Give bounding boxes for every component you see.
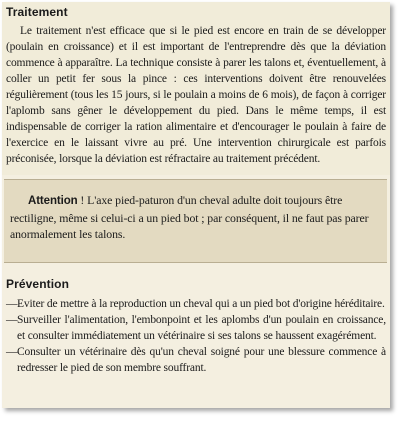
prevention-item-text: Consulter un vétérinaire dès qu'un cheval soigné pour une blessure commence à redresser le pied de son membre souffrant. xyxy=(17,346,386,374)
traitement-paragraph: Le traitement n'est efficace que si le pied est encore en train de se développer (poulain en croissance) et il est important de l'entreprendre dès que la déviation commence à apparaître. La technique consiste à parer les talons et, éventuellement, à coller un petit fer sous la pince : ces interventions doivent être renouvelées régulièrement (tous les 15 jours, si le poulain a moins de 6 mois), de façon à corriger l'aplomb sans gêner le développement du pied. Dans le même temps, il est indispensable de corriger la ration alimentaire et d'encourager le poulain à faire de l'exercice en le laissant vivre au pré. Une intervention chirurgicale est parfois préconisée, lorsque la déviation est réfractaire au traitement précédent. xyxy=(6,25,386,165)
traitement-section xyxy=(2,2,390,175)
dash-bullet: — xyxy=(6,298,18,310)
prevention-item-text: Eviter de mettre à la reproduction un cheval qui a un pied bot d'origine héréditaire. xyxy=(17,298,385,310)
prevention-title: Prévention xyxy=(6,277,70,291)
attention-box xyxy=(4,179,387,263)
prevention-item-1 xyxy=(6,296,386,312)
prevention-list xyxy=(6,296,386,376)
attention-label: Attention xyxy=(28,195,78,207)
dash-bullet: — xyxy=(6,346,18,358)
prevention-section xyxy=(2,277,390,408)
attention-text: ! L'axe pied-paturon d'un cheval adulte doit toujours être rectiligne, même si celui-ci a un pied bot ; par conséquent, il ne faut pas parer anormalement les talons. xyxy=(10,193,369,241)
document-page xyxy=(2,2,390,408)
prevention-item-2 xyxy=(6,312,386,344)
attention-paragraph xyxy=(10,192,378,243)
prevention-item-text: Surveiller l'alimentation, l'embonpoint et les aplombs d'un poulain en croissance, et consulter immédiatement un vétérinaire si ses talons se haussent exagérément. xyxy=(17,314,386,342)
dash-bullet: — xyxy=(6,314,18,326)
prevention-item-3 xyxy=(6,344,386,376)
traitement-title: Traitement xyxy=(6,5,68,19)
